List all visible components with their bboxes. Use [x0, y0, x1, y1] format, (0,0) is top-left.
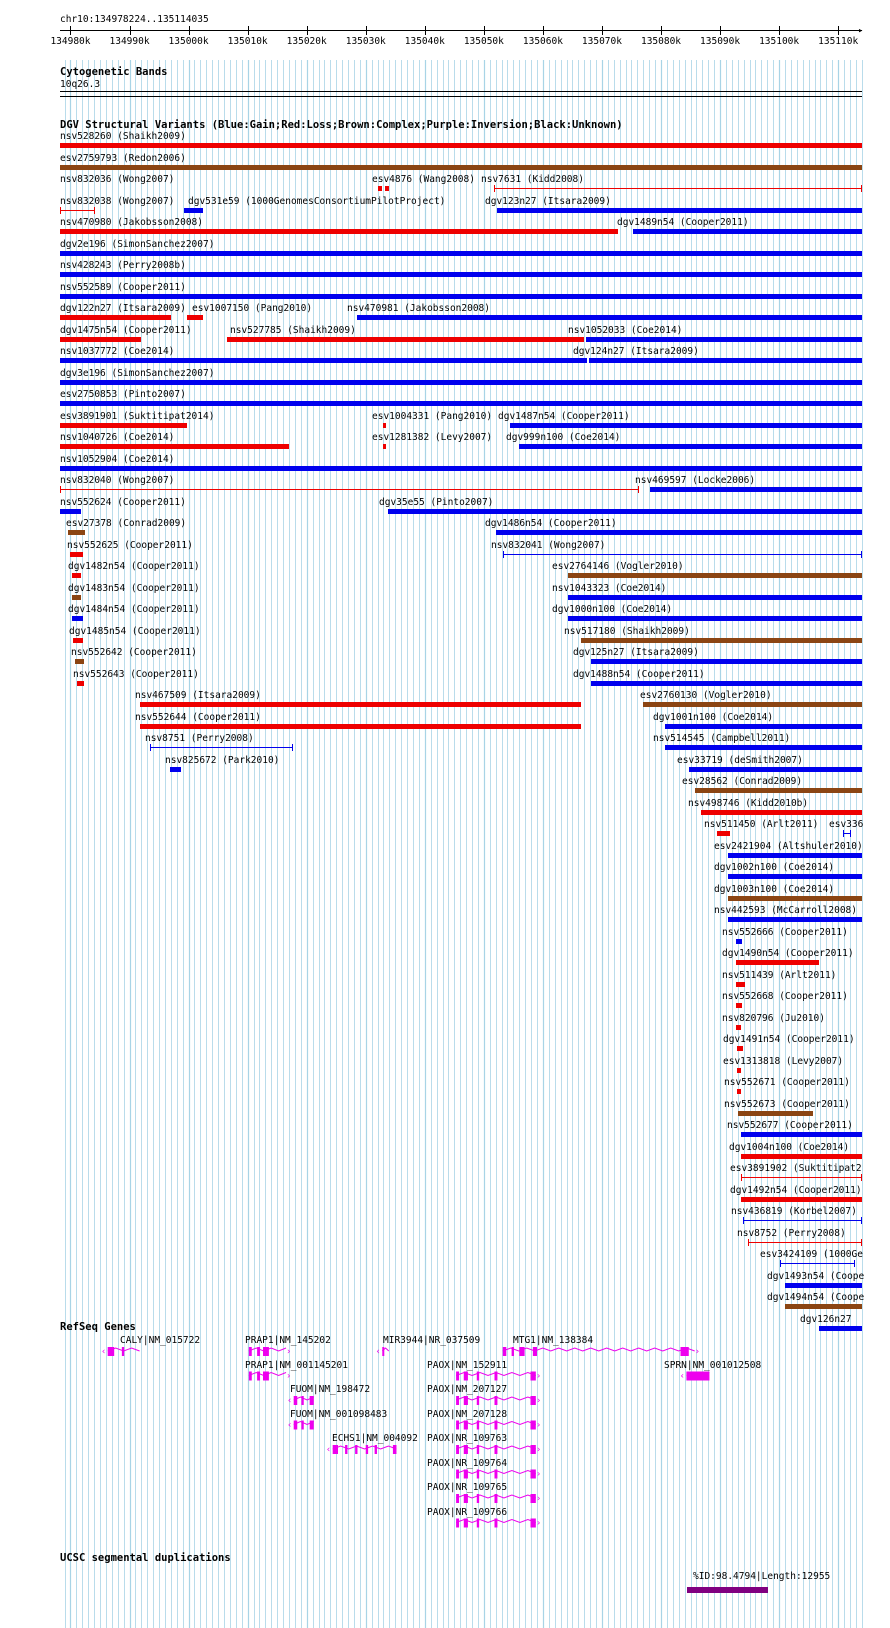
gene-label[interactable]: PAOX|NM_152911	[427, 1359, 508, 1371]
gene-exon[interactable]	[393, 1445, 397, 1454]
gene-exon[interactable]	[375, 1445, 377, 1454]
variant-label[interactable]: nsv470981 (Jakobsson2008)	[347, 303, 490, 314]
variant-label[interactable]: nsv528260 (Shaikh2009)	[60, 131, 186, 142]
ruler-tick-label: 135090k	[700, 36, 741, 47]
gene-label[interactable]: ECHS1|NM_004092	[332, 1433, 418, 1444]
variant-label[interactable]: dgv1003n100 (Coe2014)	[714, 883, 835, 895]
gene-exon[interactable]	[494, 1519, 497, 1528]
variant-label[interactable]: esv1281382 (Levy2007)	[372, 432, 493, 443]
variant-label[interactable]: dgv1485n54 (Cooper2011)	[69, 625, 201, 637]
variant-label[interactable]: esv1004331 (Pang2010)	[372, 410, 493, 422]
variant-label[interactable]: dgv1004n100 (Coe2014)	[729, 1141, 850, 1153]
gene-exon[interactable]	[382, 1347, 384, 1356]
gene-exon[interactable]	[477, 1372, 479, 1381]
gene-exon[interactable]	[366, 1445, 368, 1454]
strand-forward-icon: ›	[536, 1396, 541, 1406]
gene-label[interactable]: PAOX|NR_109766	[427, 1506, 508, 1518]
variant-label[interactable]: nsv470980 (Jakobsson2008)	[60, 217, 203, 228]
segdup-label[interactable]: %ID:98.4794|Length:12955	[693, 1571, 831, 1582]
variant-label[interactable]: dgv1488n54 (Cooper2011)	[573, 668, 705, 680]
strand-reverse-icon: ‹	[680, 1371, 685, 1382]
variant-label[interactable]: dgv1486n54 (Cooper2011)	[485, 518, 617, 529]
variant-label[interactable]: nsv820796 (Ju2010)	[722, 1012, 825, 1024]
strand-forward-icon: ›	[695, 1347, 700, 1357]
gene-exon[interactable]	[512, 1347, 514, 1356]
gene-exon[interactable]	[503, 1347, 507, 1356]
strand-reverse-icon: ‹	[287, 1396, 292, 1406]
gene-exon[interactable]	[477, 1396, 479, 1405]
variant-label[interactable]: nsv517180 (Shaikh2009)	[564, 625, 690, 637]
variant-label[interactable]: nsv7631 (Kidd2008)	[481, 174, 584, 185]
variant-label[interactable]: dgv35e55 (Pinto2007)	[379, 496, 494, 508]
gene-exon[interactable]	[494, 1372, 497, 1381]
strand-forward-icon: ›	[536, 1518, 541, 1529]
variant-label[interactable]: dgv126n27	[800, 1313, 852, 1325]
variant-label[interactable]: esv33719 (deSmith2007)	[677, 754, 803, 766]
variant-label[interactable]: nsv8752 (Perry2008)	[737, 1227, 846, 1239]
variant-label[interactable]: esv1007150 (Pang2010)	[192, 303, 313, 314]
ruler-tick-label: 135070k	[581, 36, 622, 47]
variant-label[interactable]: nsv514545 (Campbell2011)	[653, 733, 791, 744]
gene-exon[interactable]	[310, 1396, 314, 1405]
gene-exon[interactable]	[456, 1372, 459, 1381]
strand-forward-icon: ›	[287, 1371, 291, 1382]
gene-exon[interactable]	[533, 1347, 537, 1356]
variant-label[interactable]: dgv1489n54 (Cooper2011)	[617, 217, 749, 228]
variant-label[interactable]: dgv3e196 (SimonSanchez2007)	[60, 367, 215, 379]
ruler-tick-label: 135030k	[345, 36, 386, 47]
variant-label[interactable]: nsv442593 (McCarroll2008)	[714, 905, 857, 916]
gene-label[interactable]: FUOM|NM_198472	[290, 1384, 371, 1395]
gene-exon[interactable]	[456, 1470, 459, 1479]
variant-label[interactable]: esv2759793 (Redon2006)	[60, 152, 186, 164]
ruler-tick-label: 135010k	[227, 36, 268, 47]
gene-exon[interactable]	[494, 1396, 497, 1405]
variant-label[interactable]: nsv832036 (Wong2007)	[60, 174, 175, 185]
ruler-tick-label: 135020k	[286, 36, 327, 47]
gene-label[interactable]: PAOX|NM_207127	[427, 1384, 508, 1395]
variant-label[interactable]: dgv124n27 (Itsara2009)	[573, 346, 699, 357]
variant-label[interactable]: esv3891901 (Suktitipat2014)	[60, 410, 215, 422]
strand-forward-icon: ›	[536, 1445, 541, 1455]
variant-label[interactable]: nsv469597 (Locke2006)	[635, 475, 756, 486]
gene-exon[interactable]	[519, 1347, 524, 1356]
variant-label[interactable]: nsv552643 (Cooper2011)	[73, 668, 199, 680]
variant-label[interactable]: nsv1037772 (Coe2014)	[60, 346, 175, 357]
segdup-feature[interactable]	[687, 1587, 768, 1593]
gene-exon[interactable]	[249, 1372, 252, 1381]
gene-exon[interactable]	[355, 1445, 357, 1454]
ruler-tick-label: 135050k	[463, 36, 504, 47]
gene-exon[interactable]	[301, 1396, 303, 1405]
variant-label[interactable]: esv1313818 (Levy2007)	[723, 1055, 844, 1067]
gene-exon[interactable]	[263, 1347, 269, 1356]
ruler-tick-label: 135110k	[818, 36, 859, 47]
variant-label[interactable]: nsv552668 (Cooper2011)	[722, 991, 848, 1002]
gene-exon[interactable]	[494, 1494, 497, 1503]
variant-label[interactable]: esv2750853 (Pinto2007)	[60, 389, 186, 400]
gene-exon[interactable]	[464, 1494, 468, 1503]
gene-label[interactable]: PAOX|NM_207128	[427, 1408, 508, 1420]
gene-exon[interactable]	[464, 1445, 468, 1454]
gene-exon[interactable]	[456, 1445, 459, 1454]
variant-label[interactable]: nsv552671 (Cooper2011)	[724, 1077, 850, 1088]
variant-label[interactable]: nsv832040 (Wong2007)	[60, 475, 175, 486]
variant-label[interactable]: nsv1040726 (Coe2014)	[60, 432, 175, 443]
gene-exon[interactable]	[531, 1372, 536, 1381]
gene-exon[interactable]	[477, 1421, 479, 1430]
ruler-tick-label: 135080k	[640, 36, 682, 47]
variant-label[interactable]: nsv552625 (Cooper2011)	[67, 539, 193, 551]
gene-exon[interactable]	[456, 1494, 459, 1503]
variant-label[interactable]: dgv1001n100 (Coe2014)	[653, 711, 774, 723]
variant-label[interactable]: nsv552642 (Cooper2011)	[71, 647, 197, 658]
variant-label[interactable]: dgv1491n54 (Cooper2011)	[723, 1034, 855, 1045]
gene-exon[interactable]	[477, 1519, 479, 1528]
strand-reverse-icon: ‹	[326, 1445, 331, 1455]
ruler-tick-label: 135100k	[759, 36, 800, 47]
variant-label[interactable]: esv2764146 (Vogler2010)	[552, 561, 684, 572]
gene-exon[interactable]	[494, 1445, 497, 1454]
gene-exon[interactable]	[531, 1445, 536, 1454]
gene-exon[interactable]	[494, 1470, 497, 1479]
gene-exon[interactable]	[263, 1372, 269, 1381]
gene-exon[interactable]	[477, 1494, 479, 1503]
position-label: chr10:134978224..135114035	[60, 14, 209, 25]
gene-label[interactable]: MTG1|NM_138384	[513, 1335, 594, 1346]
gene-exon[interactable]	[456, 1396, 459, 1405]
variant-label[interactable]: esv2421904 (Altshuler2010)	[714, 840, 863, 852]
strand-forward-icon: ›	[536, 1371, 541, 1382]
gene-exon[interactable]	[345, 1445, 347, 1454]
gene-exon[interactable]	[310, 1421, 314, 1430]
gene-exon[interactable]	[686, 1372, 709, 1381]
variant-label[interactable]: nsv527785 (Shaikh2009)	[230, 324, 356, 336]
gene-label[interactable]: CALY|NM_015722	[120, 1335, 201, 1346]
variant-label[interactable]: esv2760130 (Vogler2010)	[640, 690, 772, 701]
gene-exon[interactable]	[301, 1421, 303, 1430]
variant-label[interactable]: nsv436819 (Korbel2007)	[731, 1206, 857, 1217]
strand-forward-icon: ›	[536, 1494, 541, 1504]
gene-exon[interactable]	[294, 1396, 298, 1405]
variant-label[interactable]: dgv999n100 (Coe2014)	[506, 432, 621, 443]
gene-label[interactable]: PAOX|NR_109765	[427, 1482, 508, 1493]
ruler-tick-label: 134980k	[50, 36, 91, 47]
variant-label[interactable]: dgv1490n54 (Cooper2011)	[722, 948, 854, 959]
gene-intron-line[interactable]	[503, 1348, 695, 1351]
gene-exon[interactable]	[531, 1519, 536, 1528]
variant-label[interactable]: dgv125n27 (Itsara2009)	[573, 647, 699, 658]
gene-exon[interactable]	[477, 1445, 479, 1454]
gene-exon[interactable]	[122, 1347, 124, 1356]
gene-label[interactable]: SPRN|NM_001012508	[664, 1359, 762, 1371]
strand-reverse-icon: ‹	[287, 1420, 292, 1431]
refseq-track-title[interactable]: RefSeq Genes	[60, 1321, 136, 1333]
gene-exon[interactable]	[494, 1421, 497, 1430]
gene-label[interactable]: PRAP1|NM_145202	[245, 1335, 331, 1346]
segdup-track-title[interactable]: UCSC segmental duplications	[60, 1552, 231, 1564]
variant-label[interactable]: nsv467509 (Itsara2009)	[135, 690, 261, 701]
gene-exon[interactable]	[477, 1470, 479, 1479]
variant-label[interactable]: nsv1052904 (Coe2014)	[60, 453, 175, 465]
gene-exon[interactable]	[249, 1347, 252, 1356]
variant-label[interactable]: dgv1483n54 (Cooper2011)	[68, 582, 200, 594]
variant-label[interactable]: nsv1043323 (Coe2014)	[552, 582, 667, 594]
variant-label[interactable]: nsv825672 (Park2010)	[165, 754, 280, 766]
ruler-tick-label: 135060k	[522, 36, 563, 47]
variant-label[interactable]: nsv552644 (Cooper2011)	[135, 711, 261, 723]
gene-exon[interactable]	[464, 1421, 468, 1430]
gene-exon[interactable]	[456, 1519, 459, 1528]
variant-label[interactable]: nsv552589 (Cooper2011)	[60, 281, 186, 293]
variant-label[interactable]: dgv1487n54 (Cooper2011)	[498, 410, 630, 422]
gene-exon[interactable]	[531, 1396, 536, 1405]
variant-label[interactable]: nsv1052033 (Coe2014)	[568, 324, 683, 336]
gene-exon[interactable]	[681, 1347, 689, 1356]
gene-exon[interactable]	[531, 1494, 536, 1503]
variant-label[interactable]: nsv428243 (Perry2008b)	[60, 260, 186, 271]
strand-forward-icon: ›	[536, 1469, 541, 1480]
gene-exon[interactable]	[464, 1519, 468, 1528]
strand-reverse-icon: ‹	[101, 1347, 106, 1357]
variant-label[interactable]: esv3891902 (Suktitipat2	[730, 1163, 862, 1174]
gene-exon[interactable]	[531, 1421, 536, 1430]
strand-reverse-icon: ‹	[376, 1347, 380, 1357]
strand-forward-icon: ›	[287, 1347, 291, 1357]
strand-forward-icon: ›	[536, 1420, 541, 1431]
variant-label[interactable]: nsv832038 (Wong2007)	[60, 195, 175, 207]
gene-exon[interactable]	[464, 1470, 468, 1479]
gene-label[interactable]: PAOX|NR_109763	[427, 1433, 508, 1444]
variant-label[interactable]: esv27378 (Conrad2009)	[66, 518, 187, 529]
variant-label[interactable]: dgv1000n100 (Coe2014)	[552, 604, 673, 615]
variant-label[interactable]: nsv511439 (Arlt2011)	[722, 969, 837, 981]
variant-label[interactable]: esv3424109 (1000Ge	[760, 1249, 863, 1260]
gene-label[interactable]: FUOM|NM_001098483	[290, 1408, 388, 1420]
cytoband-label: 10q26.3	[60, 79, 101, 90]
variant-label[interactable]: dgv531e59 (1000GenomesConsortiumPilotProject)	[188, 195, 446, 207]
variant-label[interactable]: dgv123n27 (Itsara2009)	[485, 195, 611, 207]
variant-label[interactable]: nsv552673 (Cooper2011)	[724, 1098, 850, 1110]
cytoband-track-title[interactable]: Cytogenetic Bands	[60, 66, 168, 78]
gene-label[interactable]: MIR3944|NR_037509	[383, 1335, 481, 1346]
variant-label[interactable]: nsv511450 (Arlt2011)	[704, 819, 819, 830]
variant-label[interactable]: esv4876 (Wang2008)	[372, 174, 475, 185]
gene-intron-line[interactable]	[333, 1446, 397, 1449]
variant-label[interactable]: dgv2e196 (SimonSanchez2007)	[60, 238, 215, 250]
variant-label[interactable]: nsv8751 (Perry2008)	[145, 733, 254, 744]
gene-exon[interactable]	[464, 1396, 468, 1405]
ruler-tick-label: 134990k	[109, 36, 150, 47]
variant-label[interactable]: nsv498746 (Kidd2010b)	[688, 797, 809, 809]
gene-exon[interactable]	[257, 1347, 260, 1356]
ruler-arrow-icon: ▸	[858, 26, 864, 36]
variant-label[interactable]: dgv1493n54 (Coope	[767, 1270, 865, 1282]
variant-label[interactable]: nsv552666 (Cooper2011)	[722, 926, 848, 938]
gene-exon[interactable]	[108, 1347, 114, 1356]
gene-label[interactable]: PAOX|NR_109764	[427, 1457, 508, 1469]
variant-label[interactable]: dgv1482n54 (Cooper2011)	[68, 561, 200, 572]
variant-label[interactable]: dgv122n27 (Itsara2009)	[60, 303, 186, 314]
variant-label[interactable]: nsv552677 (Cooper2011)	[727, 1120, 853, 1131]
gene-exon[interactable]	[531, 1470, 536, 1479]
variant-label[interactable]: dgv1492n54 (Cooper2011)	[730, 1184, 862, 1196]
variant-label[interactable]: dgv1002n100 (Coe2014)	[714, 862, 835, 873]
variant-label[interactable]: dgv1494n54 (Coope	[767, 1292, 865, 1303]
variant-label[interactable]: esv336	[829, 819, 864, 830]
ruler-tick-label: 135040k	[404, 36, 445, 47]
variant-label[interactable]: dgv1475n54 (Cooper2011)	[60, 324, 192, 336]
gene-exon[interactable]	[333, 1445, 338, 1454]
variant-label[interactable]: nsv832041 (Wong2007)	[491, 539, 606, 551]
variant-label[interactable]: dgv1484n54 (Cooper2011)	[68, 604, 200, 615]
variant-label[interactable]: nsv552624 (Cooper2011)	[60, 496, 186, 508]
ruler-tick-label: 135000k	[168, 36, 209, 47]
gene-exon[interactable]	[294, 1421, 298, 1430]
variant-label[interactable]: esv28562 (Conrad2009)	[682, 776, 803, 787]
gene-exon[interactable]	[464, 1372, 468, 1381]
dgv-track-title[interactable]: DGV Structural Variants (Blue:Gain;Red:Loss;Brown:Complex;Purple:Inversion;Black:Unknown)	[60, 119, 623, 131]
gene-exon[interactable]	[456, 1421, 459, 1430]
gene-exon[interactable]	[257, 1372, 260, 1381]
gene-label[interactable]: PRAP1|NM_001145201	[245, 1359, 348, 1371]
